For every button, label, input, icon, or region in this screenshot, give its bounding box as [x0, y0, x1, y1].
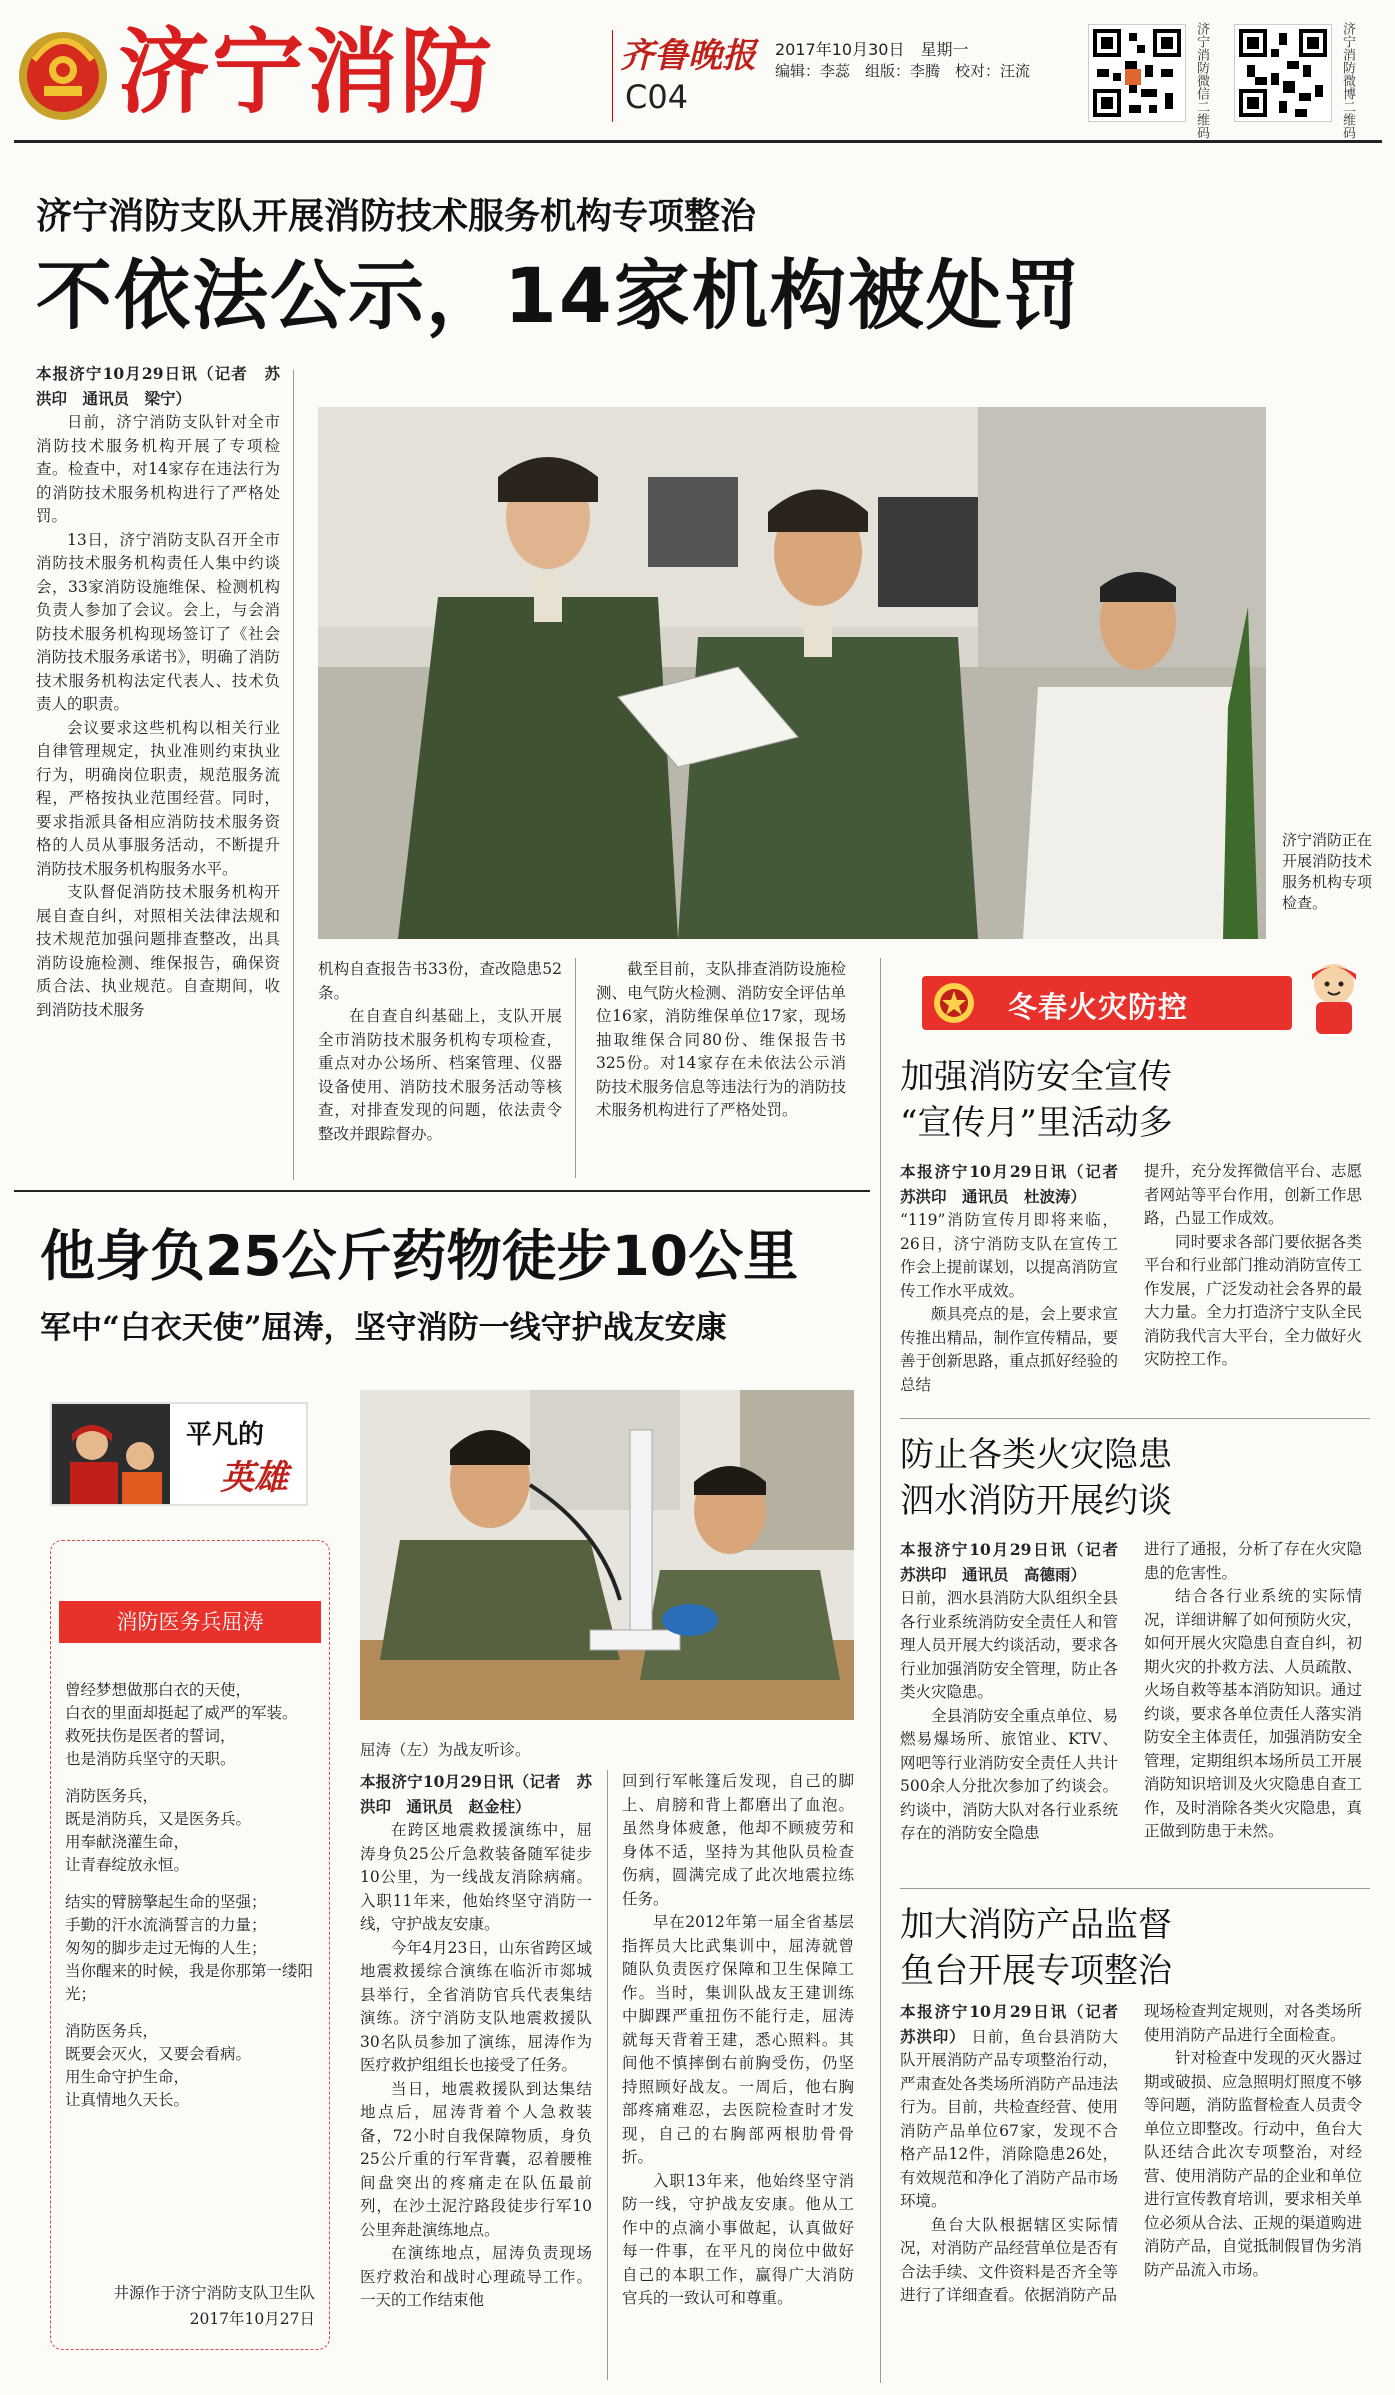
poem-line: 当你醒来的时候，我是你那第一缕阳光；: [65, 1962, 314, 2003]
article1-byline: 本报济宁10月29日讯（记者 苏洪印 通讯员 梁宁）: [36, 364, 280, 408]
side1-para: 同时要求各部门要依据各类平台和行业部门推动消防宣传工作发展，广泛发动社会各界的最大力量。全力打造济宁支队全民消防我代言大平台，全力做好火灾防控工作。: [1144, 1232, 1362, 1368]
article1-photo-caption: 济宁消防正在开展消防技术服务机构专项检查。: [1282, 831, 1373, 912]
poem-line: 结实的臂膀擎起生命的坚强；: [65, 1893, 267, 1911]
qr-code-icon: [1089, 25, 1185, 121]
side1-col2: [1144, 1160, 1362, 1372]
poem-stanza: [65, 2020, 319, 2112]
poem-line: 救死扶伤是医者的誓词，: [65, 1727, 236, 1745]
side1-headline: [900, 1054, 1370, 1146]
poem-line: 曾经梦想做那白衣的天使，: [65, 1681, 252, 1699]
article2-subhead: 军中“白衣天使”屈涛，坚守消防一线守护战友安康: [40, 1310, 727, 1346]
side3-col2: [1144, 2000, 1362, 2282]
winter-fire-prevention-banner: [922, 976, 1292, 1030]
article2-byline: 本报济宁10月29日讯（记者 苏洪印 通讯员 赵金柱）: [360, 1772, 592, 1816]
weibo-qr-code: [1234, 24, 1332, 122]
side2-headline-line2: 泗水消防开展约谈: [900, 1481, 1172, 1521]
side3-para: 现场检查判定规则，对各类场所使用消防产品进行全面检查。: [1144, 2002, 1362, 2044]
poem-line: 让青春绽放永恒。: [65, 1856, 190, 1874]
side1-headline-line2: “宣传月”里活动多: [900, 1103, 1173, 1143]
qr-code-icon: [1235, 25, 1331, 121]
page-number: C04: [625, 78, 689, 116]
poem-signature: 井源作于济宁消防支队卫生队: [113, 2284, 315, 2302]
side3-headline: [900, 1902, 1370, 1994]
masthead: [0, 0, 1395, 140]
side2-headline: [900, 1432, 1370, 1524]
side3-para: 鱼台大队根据辖区实际情况，对消防产品经营单位是否有合法手续、文件资料是否齐全等进行了详细查看。依据消防产品: [900, 2215, 1118, 2304]
badge-line1: 平凡的: [186, 1420, 265, 1450]
masthead-rule: [14, 140, 1382, 143]
article2-photo-caption: 屈涛（左）为战友听诊。: [360, 1741, 531, 1759]
police-badge-icon: [932, 981, 976, 1025]
article2-para: 回到行军帐篷后发现，自己的脚上、肩膀和背上都磨出了血泡。虽然身体疲惫，他却不顾疲劳和身体不适，坚持为其他队员检查伤病，圆满完成了此次地震拉练任务。: [622, 1772, 854, 1908]
inspection-photo-illustration: [318, 407, 1266, 939]
side2-para: 结合各行业系统的实际情况，详细讲解了如何预防火灾，如何开展火灾隐患自查自纠，初期火灾的扑救方法、人员疏散、火场自救等基本消防知识。通过约谈，要求各单位责任人落实消防安全主体责任，加强消防安全管理，定期组织本场所员工开展消防知识培训及火灾隐患自查工作，及时消除各类火灾隐患，真正做到防患于未然。: [1144, 1587, 1362, 1840]
article1-para: 截至目前，支队排查消防设施检测、电气防火检测、消防安全评估单位16家，消防维保单位17家，现场抽取维保合同80份、维保报告书325份。对14家存在未依法公示消防技术服务信息等违法行为的消防技术服务机构进行了严格处罚。: [596, 960, 846, 1119]
article1-headline: 不依法公示，14家机构被处罚: [36, 251, 1082, 340]
article1-col1: [36, 362, 280, 1022]
poem-line: 消防医务兵，: [65, 1787, 159, 1805]
side2-col2: [1144, 1538, 1362, 1844]
article1-para: 机构自查报告书33份，查改隐患52条。: [318, 960, 562, 1002]
badge-line2: 英雄: [220, 1458, 288, 1498]
article1-col3: [596, 958, 846, 1123]
masthead-date: [775, 37, 968, 60]
article1-para: 13日，济宁消防支队召开全市消防技术服务机构责任人集中约谈会，33家消防设施维保、检测机构负责人参加了会议。会上，与会消防技术服务机构现场签订了《社会消防技术服务承诺书》，明确了消防技术服务机构法定代表人、技术负责人的职责。: [36, 530, 280, 713]
side2-headline-line1: 防止各类火灾隐患: [900, 1435, 1172, 1475]
winter-banner-label: 冬春火灾防控: [1008, 990, 1189, 1024]
poem-line: 匆匆的脚步走过无悔的人生；: [65, 1939, 267, 1957]
paper-name: 齐鲁晚报: [620, 36, 756, 76]
police-emblem-icon: [14, 24, 112, 122]
side3-col1: [900, 2000, 1134, 2308]
article2-para: 今年4月23日，山东省跨区域地震救援综合演练在临沂市郯城县举行，全省消防官兵代表集结演练。济宁消防支队地震救援队30名队员参加了演练，屈涛作为医疗救护组组长也接受了任务。: [360, 1938, 592, 2074]
side1-headline-line1: 加强消防安全宣传: [900, 1057, 1172, 1097]
side1-para: “119”消防宣传月即将来临，26日，济宁消防支队在宣传工作会上提前谋划，以提高消防宣传工作水平成效。: [900, 1211, 1118, 1300]
article1-para: 支队督促消防技术服务机构开展自查自纠，对照相关法律法规和技术规范加强问题排查整改，出具消防设施检测、维保报告，确保资质合法、执业规范。自查期间，收到消防技术服务: [36, 883, 280, 1019]
article1-col2: [318, 958, 562, 1146]
weekday: 星期一: [920, 40, 969, 59]
poem-body: [65, 1679, 319, 2126]
poem-line: 手勤的汗水流淌誓言的力量；: [65, 1916, 267, 1934]
poem-line: 消防医务兵，: [65, 2022, 159, 2040]
side2-para: 日前，泗水县消防大队组织全县各行业系统消防安全责任人和管理人员开展大约谈活动，要求各行业加强消防安全管理，防止各类火灾隐患。: [900, 1589, 1118, 1701]
poem-stanza: [65, 1679, 319, 1771]
medic-photo-illustration: [360, 1390, 854, 1720]
article2-para: 当日，地震救援队到达集结地点后，屈涛背着个人急救装备，72小时自我保障物质，身负25公斤重的行军背囊，忍着腰椎间盘突出的疼痛走在队伍最前列，在沙土泥泞路段徒步行军10公里奔赴演练地点。: [360, 2079, 592, 2239]
side2-byline: 本报济宁10月29日讯（记者 苏洪印 通讯员 高德雨）: [900, 1540, 1134, 1584]
article2-para: 在跨区地震救援演练中，屈涛身负25公斤急救装备随军徒步10公里，为一线战友消除病痛。入职11年来，他始终坚守消防一线，守护战友安康。: [360, 1821, 592, 1933]
firefighter-photo-icon: [52, 1404, 170, 1504]
side1-byline: 本报济宁10月29日讯（记者 苏洪印 通讯员 杜波涛）: [900, 1162, 1134, 1206]
poem-stanza: [65, 1785, 319, 1877]
article1-kicker: 济宁消防支队开展消防技术服务机构专项整治: [36, 195, 757, 237]
poem-signature-date: 2017年10月27日: [189, 2310, 315, 2328]
poem-line: 既是消防兵，又是医务兵。: [65, 1810, 252, 1828]
side3-para: 日前，鱼台县消防大队开展消防产品专项整治行动，严肃查处各类场所消防产品违法行为。目前，共检查经营、使用消防产品单位67家，发现不合格产品12件，消除隐患26处，有效规范和净化了消防产品市场环境。: [900, 2027, 1118, 2210]
article2-para: 在演练地点，屈涛负责现场医疗救治和战时心理疏导工作。一天的工作结束他: [360, 2244, 592, 2309]
side3-byline: 本报济宁10月29日讯（记者 苏洪印）: [900, 2002, 1134, 2046]
masthead-credits: 编辑：李蕊 组版：李腾 校对：汪流: [775, 62, 1031, 80]
poem-title: 消防医务兵屈涛: [59, 1601, 321, 1643]
masthead-title: 济宁消防: [118, 19, 495, 126]
side3-headline-line2: 鱼台开展专项整治: [900, 1951, 1172, 1991]
poem-line: 让真情地久天长。: [65, 2091, 190, 2109]
side3-para: 针对检查中发现的灭火器过期或破损、应急照明灯照度不够等问题，消防监督检查人员责令单位立即整改。行动中，鱼台大队还结合此次专项整治，对经营、使用消防产品的企业和单位进行宣传教育培训，要求相关单位必须从合法、正规的渠道购进消防产品，自觉抵制假冒伪劣消防产品流入市场。: [1144, 2049, 1362, 2279]
poem-stanza: [65, 1891, 319, 2006]
wechat-qr-label: 济宁消防微信二维码: [1194, 22, 1209, 139]
poem-line: 既要会灭火，又要会看病。: [65, 2045, 252, 2063]
side1-col1: [900, 1160, 1134, 1397]
article2-headline: 他身负25公斤药物徒步10公里: [40, 1224, 799, 1288]
article2-col2: [622, 1770, 854, 2311]
side2-para: 全县消防安全重点单位、易燃易爆场所、旅馆业、KTV、网吧等行业消防安全责任人共计500余人分批次参加了约谈会。约谈中，消防大队对各行业系统存在的消防安全隐患: [900, 1706, 1118, 1842]
article2-para: 入职13年来，他始终坚守消防一线，守护战友安康。他从工作中的点滴小事做起，认真做好每一件事，在平凡的岗位中做好自己的本职工作，赢得广大消防官兵的一致认可和尊重。: [622, 2171, 854, 2307]
poem-line: 用奉献浇灌生命，: [65, 1833, 190, 1851]
poem-line: 用生命守护生命，: [65, 2068, 190, 2086]
side2-para: 进行了通报，分析了存在火灾隐患的危害性。: [1144, 1540, 1362, 1582]
article2-col1: [360, 1770, 592, 2313]
side3-headline-line1: 加大消防产品监督: [900, 1905, 1172, 1945]
poem-line: 也是消防兵坚守的天职。: [65, 1750, 236, 1768]
article2-para: 早在2012年第一届全省基层指挥员大比武集训中，屈涛就曾随队负责医疗保障和卫生保障工作。当时，集训队战友王建训练中脚踝严重扭伤不能行走，屈涛就每天背着王建，悉心照料。其间他不慎摔倒右前胸受伤，仍坚持照顾好战友。一周后，他右胸部疼痛难忍，去医院检查时才发现，自己的右胸部两根肋骨骨折。: [622, 1913, 854, 2166]
side1-para: 提升，充分发挥微信平台、志愿者网站等平台作用，创新工作思路，凸显工作成效。: [1144, 1162, 1362, 1227]
article1-para: 日前，济宁消防支队针对全市消防技术服务机构开展了专项检查。检查中，对14家存在违法行为的消防技术服务机构进行了严格处罚。: [36, 413, 280, 525]
article1-para: 会议要求这些机构以相关行业自律管理规定，执业准则约束执业行为，明确岗位职责，规范服务流程，严格按执业范围经营。同时，要求指派具备相应消防技术服务资格的人员从事服务活动，不断提升消防技术服务机构服务水平。: [36, 718, 280, 878]
date: 2017年10月30日: [775, 40, 905, 59]
side2-col1: [900, 1538, 1134, 1846]
poem-line: 白衣的里面却挺起了威严的军装。: [65, 1704, 298, 1722]
weibo-qr-label: 济宁消防微博二维码: [1340, 22, 1355, 139]
article1-para: 在自查自纠基础上，支队开展全市消防技术服务机构专项检查，重点对办公场所、档案管理、仪器设备使用、消防技术服务活动等核查，对排查发现的问题，依法责令整改并跟踪督办。: [318, 1007, 562, 1143]
poem-box: [50, 1540, 330, 2350]
article2-photo: [360, 1390, 854, 1720]
side1-para: 颇具亮点的是，会上要求宣传推出精品，制作宣传精品，要善于创新思路，重点抓好经验的总结: [900, 1305, 1118, 1394]
fire-mascot-icon: [1294, 958, 1374, 1040]
wechat-qr-code: [1088, 24, 1186, 122]
article1-photo: [318, 407, 1266, 939]
ordinary-hero-badge: [50, 1402, 308, 1506]
